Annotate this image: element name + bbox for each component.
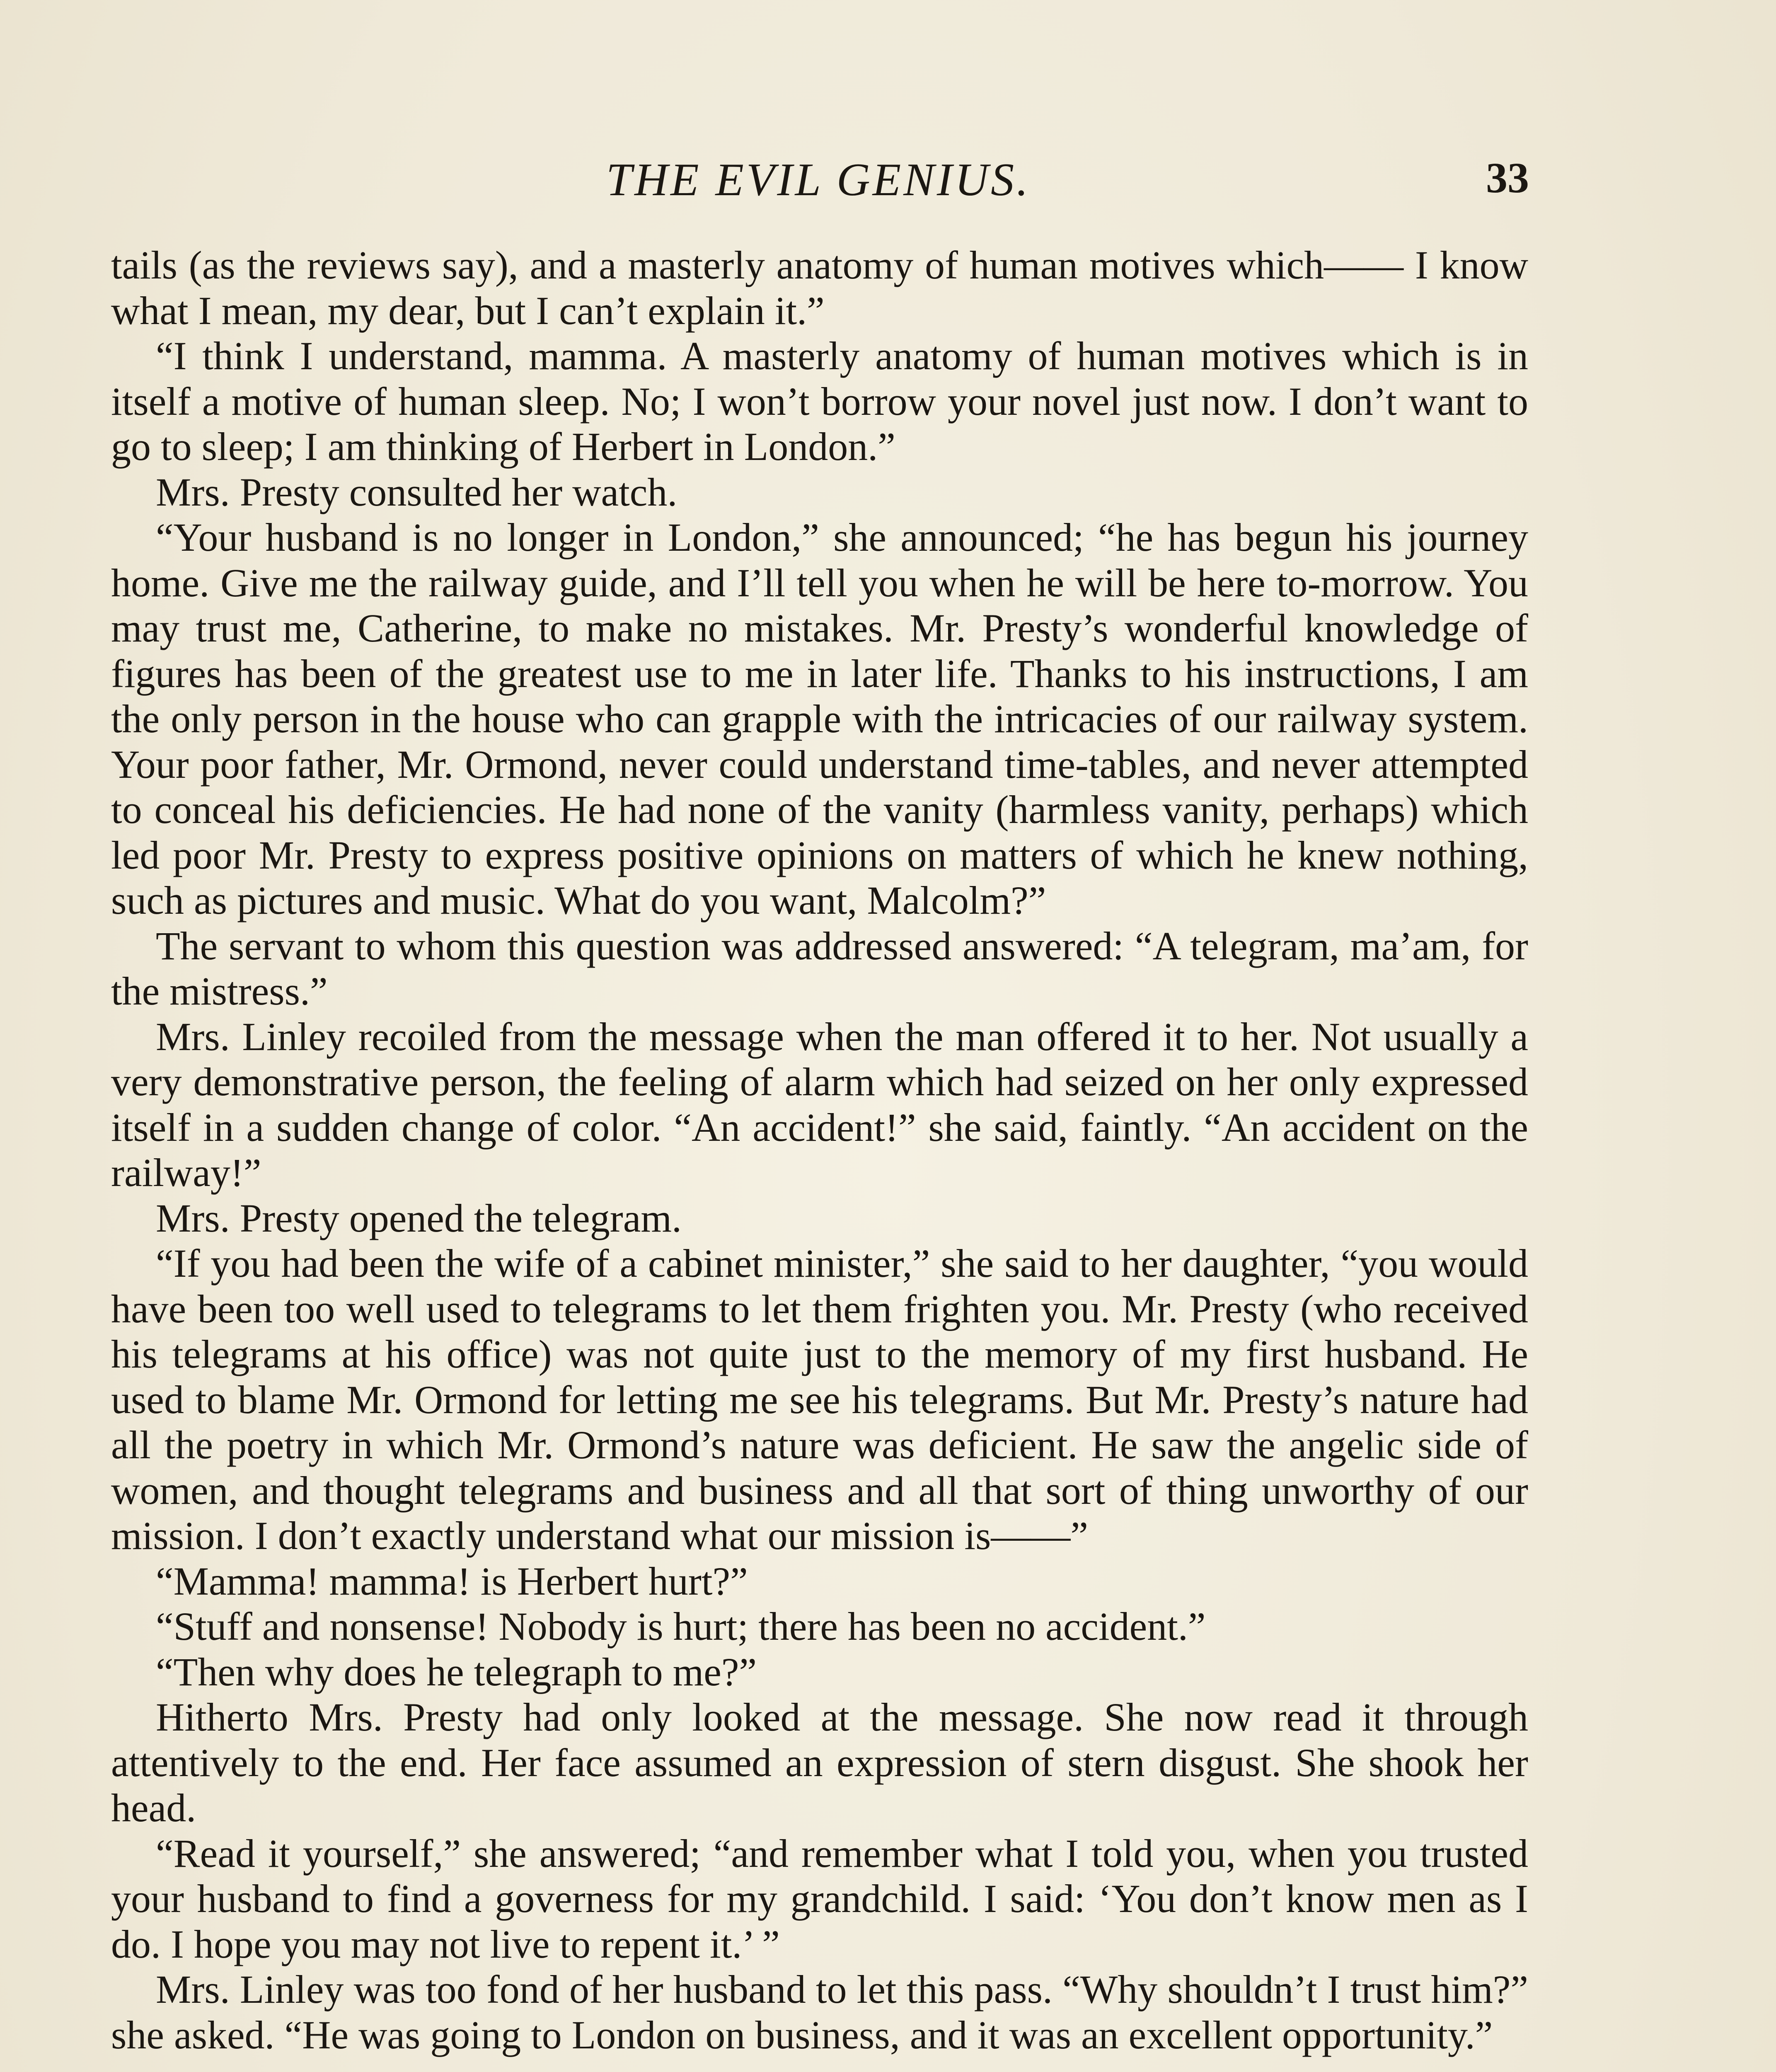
paragraph-5: The servant to whom this question was addressed answered: “A telegram, ma’am, for the mistress.” (111, 923, 1528, 1013)
paragraph-11: “Then why does he telegraph to me?” (156, 1649, 757, 1694)
paragraph-14: Mrs. Linley was too fond of her husband to let this pass. “Why shouldn’t I trust him?” she asked. “He was going to London on business, and it was an excellent opportunity.” (111, 1967, 1528, 2057)
paragraph-8: “If you had been the wife of a cabinet minister,” she said to her daughter, “you would have been too well used to telegrams to let them frighten you. Mr. Presty (who received his telegrams at his office) was not quite just to the memory of my first husband. He used to blame Mr. Ormond for letting me see his telegrams. But Mr. Presty’s nature had all the poetry in which Mr. Ormond’s nature was deficient. He saw the angelic side of women, and thought telegrams and business and all that sort of thing unworthy of our mission. I don’t exactly understand what our mission is——” (111, 1241, 1528, 1558)
paragraph-10: “Stuff and nonsense! Nobody is hurt; there has been no accident.” (156, 1604, 1206, 1648)
page-header (108, 153, 1529, 211)
paragraph-4: “Your husband is no longer in London,” she announced; “he has begun his journey home. Give me the railway guide, and I’ll tell you when he will be here to-morrow. You may trust me, Catherine, to make no mistakes. Mr. Presty’s wonderful knowledge of figures has been of the greatest use to me in later life. Thanks to his instructions, I am the only person in the house who can grapple with the intricacies of our railway system. Your poor father, Mr. Ormond, never could understand time-tables, and never attempted to conceal his deficiencies. He had none of the vanity (harmless vanity, perhaps) which led poor Mr. Presty to express positive opinions on matters of which he knew nothing, such as pictures and music. What do you want, Malcolm?” (111, 515, 1528, 922)
body-text (111, 242, 1528, 2057)
paragraph-12: Hitherto Mrs. Presty had only looked at the message. She now read it through attentively to the end. Her face assumed an expression of stern disgust. She shook her head. (111, 1695, 1528, 1830)
paragraph-9: “Mamma! mamma! is Herbert hurt?” (156, 1559, 748, 1603)
paragraph-6: Mrs. Linley recoiled from the message when the man offered it to her. Not usually a very demonstrative person, the feeling of alarm which had seized on her only expressed itself in a sudden change of color. “An accident!” she said, faintly. “An accident on the railway!” (111, 1014, 1528, 1195)
page-number: 33 (1486, 154, 1529, 202)
paragraph-3: Mrs. Presty consulted her watch. (156, 470, 677, 514)
paragraph-1: tails (as the reviews say), and a masterly anatomy of human motives which—— I know what I mean, my dear, but I can’t explain it.” (111, 243, 1528, 333)
paragraph-7: Mrs. Presty opened the telegram. (156, 1196, 682, 1240)
paragraph-13: “Read it yourself,” she answered; “and remember what I told you, when you trusted your husband to find a governess for my grandchild. I said: ‘You don’t know men as I do. I hope you may not live to repent it.’ ” (111, 1831, 1528, 1966)
running-title: THE EVIL GENIUS. (606, 154, 1031, 206)
paragraph-2: “I think I understand, mamma. A masterly anatomy of human motives which is in itself a motive of human sleep. No; I won’t borrow your novel just now. I don’t want to go to sleep; I am thinking of Herbert in London.” (111, 334, 1528, 469)
